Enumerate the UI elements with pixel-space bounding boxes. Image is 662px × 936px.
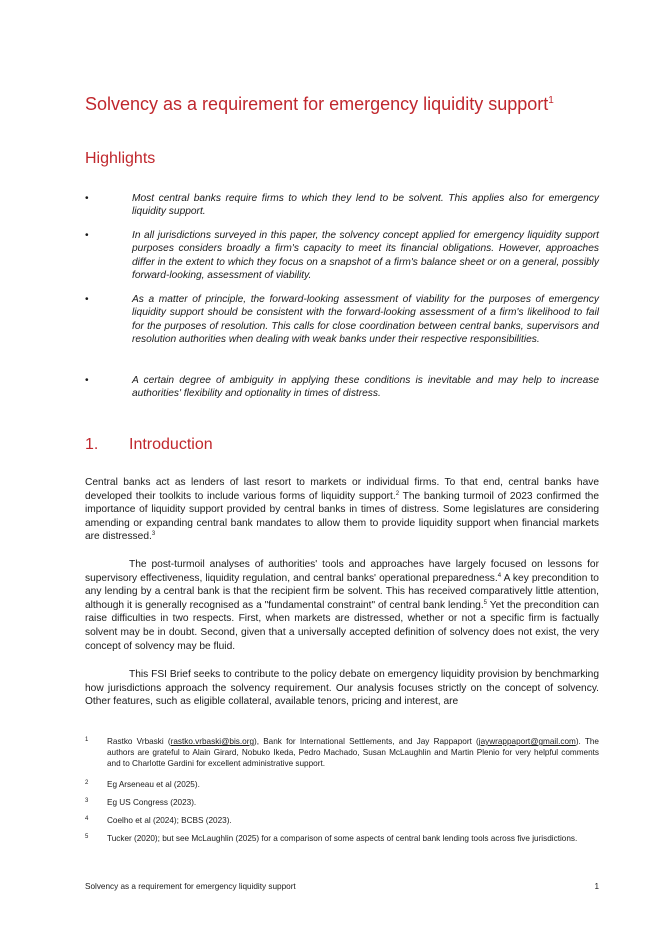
footnote: 2 Eg Arseneau et al (2025). [85,780,200,789]
footnote: 4 Coelho et al (2024); BCBS (2023). [85,816,232,825]
bullet-icon: • [85,193,89,204]
footnote-number: 5 [85,834,89,840]
footnote-number: 2 [85,780,89,786]
footnote-ref[interactable]: 5 [483,599,487,606]
bullet-icon: • [85,230,89,241]
highlight-item [85,192,599,219]
paragraph: The post-turmoil analyses of authorities' tools and approaches have largely focused on lessons for supervisory effectiveness, liquidity regulation, and central banks' operational preparedness.$^4$ A key precondition to any lending by a central bank is that the recipient firm be solvent. This has received comparatively little attention, although it is generally recognised as a "fundamental constraint" of central bank lending.$^5$ Yet the precondition can raise difficulties in two respects. First, when markets are distressed, whether or not a specific firm is factually solvent may be in doubt. Second, given that a universally accepted definition of solvency does not exist, the very concept of solvency may be fluid. [85,559,599,652]
bullet-icon: • [85,375,89,386]
email-link[interactable]: jaywrappaport@gmail.com [478,737,576,746]
page-title [85,94,554,115]
email-link[interactable]: rastko.vrbaski@bis.org [170,737,254,746]
footnote-ref[interactable]: 2 [395,490,400,497]
footnote: 1 Rastko Vrbaski (rastko.vrbaski@bis.org), Bank for International Settlements, and Jay Rappaport (jaywrappaport@gmail.com). The authors are grateful to Alain Girard, Nobuko Ikeda, Pedro Machado, Susan McLaughlin and Martin Plenio for very helpful comments and to Charlotte Gardini for excellent administrative support. [85,737,599,768]
title-footnote-ref[interactable]: 1 [548,95,554,106]
highlight-text: In all jurisdictions surveyed in this paper, the solvency concept applied for emergency liquidity support purposes considers broadly a firm's capacity to meet its financial obligations. However, approaches differ in the extent to which they focus on a snapshot of a firm's balance sheet or on a general, possibly forward-looking, assessment of viability. [132,230,599,282]
footnote-ref[interactable]: 3 [151,531,156,538]
footnote-number: 1 [85,737,89,743]
footnote-number: 4 [85,816,89,822]
paragraph: This FSI Brief seeks to contribute to the policy debate on emergency liquidity provision by benchmarking how jurisdictions approach the solvency requirement. Our analysis focuses strictly on the concept of solvency. Other features, such as eligible collateral, available tenors, pricing and interest, are [85,669,599,708]
page-number: 1 [594,882,599,891]
section-heading [85,436,213,454]
highlights-heading: Highlights [85,150,156,167]
bullet-icon: • [85,294,89,305]
paragraph: Central banks act as lenders of last resort to markets or individual firms. To that end, central banks have developed their toolkits to include various forms of liquidity support.$^2$ The banking turmoil of 2023 confirmed the importance of liquidity support provided by central banks in times of distress. Some legislatures are considering amending or expanding central bank mandates to allow them to provide liquidity support when financial markets are distressed.$^3$ [85,477,599,543]
highlight-text: As a matter of principle, the forward-looking assessment of viability for the purposes of emergency liquidity support should be consistent with the forward-looking assessment of a firm's likelihood to fail for the purposes of resolution. This calls for close coordination between central banks, supervisors and resolution authorities when dealing with weak banks under their respective responsibilities. [132,294,599,346]
footnote-ref[interactable]: 4 [497,572,502,579]
footnote: 5 Tucker (2020); but see McLaughlin (2025) for a comparison of some aspects of central bank lending tools across five jurisdictions. [85,834,578,843]
highlight-item [85,293,599,347]
highlight-item [85,229,599,283]
section-title: Introduction [129,436,213,453]
footnote: 3 Eg US Congress (2023). [85,798,197,807]
footnote-number: 3 [85,798,89,804]
section-number: 1. [85,436,99,453]
highlight-text: Most central banks require firms to which they lend to be solvent. This applies also for emergency liquidity support. [132,193,599,218]
highlight-text: A certain degree of ambiguity in applying these conditions is inevitable and may help to increase authorities' flexibility and optionality in times of distress. [132,375,599,400]
title-text: Solvency as a requirement for emergency liquidity support [85,94,549,114]
page-footer: Solvency as a requirement for emergency liquidity support [85,882,296,891]
highlight-item [85,374,599,401]
